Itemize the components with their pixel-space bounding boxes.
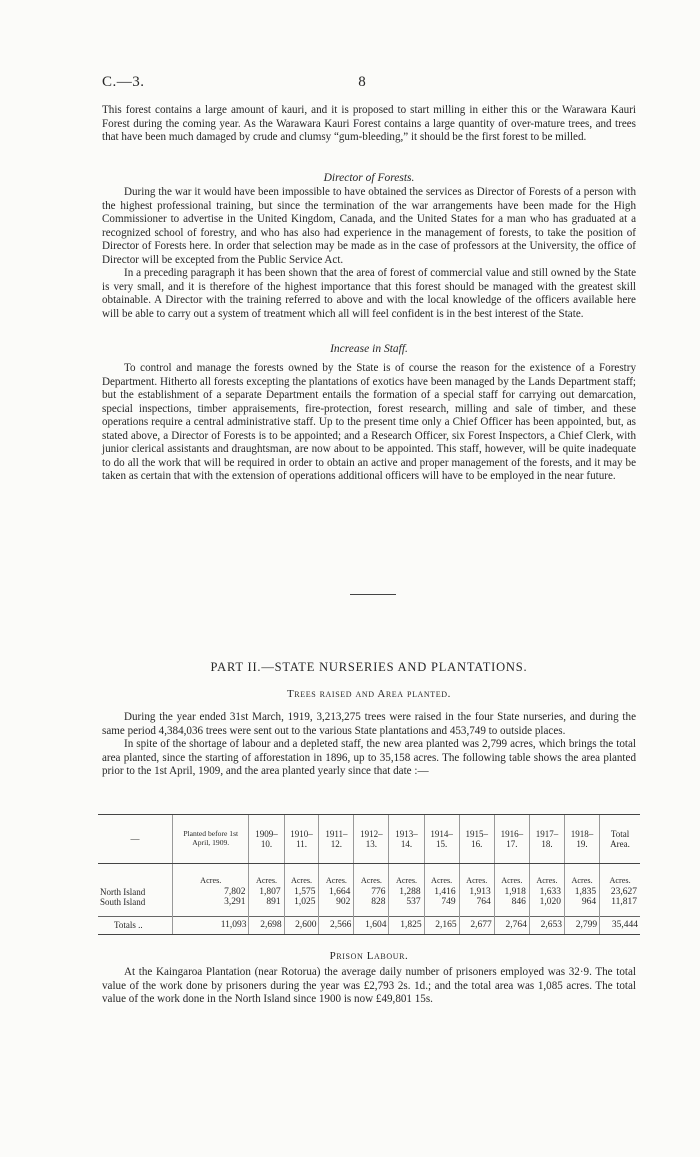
table-cell: 35,444 bbox=[600, 916, 640, 935]
unit-cell: Acres. bbox=[319, 864, 354, 887]
prison-paragraph: At the Kaingaroa Plantation (near Rotorua) the average daily number of prisoners employed was 32·9. The total value of the work done by prisoners during the year was £2,793 2s. 1d.; and the total area was 1,085 acres. The total value of the work done in the North Island since 1900 is now £49,801 15s. bbox=[102, 966, 636, 1005]
col-header: 1917–18. bbox=[529, 815, 564, 864]
row-label: South Island bbox=[100, 897, 146, 907]
table-cell: 11,093 bbox=[173, 916, 249, 935]
staff-section bbox=[102, 362, 636, 484]
unit-cell: Acres. bbox=[494, 864, 529, 887]
table-row bbox=[98, 897, 640, 916]
director-paragraph-2: In a preceding paragraph it has been shown that the area of forest of commercial value and still owned by the State is very small, and it is therefore of the highest importance that this forest should be managed with the greatest skill obtainable. A Director with the training referred to above and with the local knowledge of the officers available here will be able to carry out a system of treatment which all will feel confident is in the best interest of the State. bbox=[102, 267, 636, 320]
table-cell: 2,764 bbox=[494, 916, 529, 935]
area-planted-table bbox=[98, 814, 640, 935]
table-row bbox=[98, 887, 640, 898]
table-cell: 749 bbox=[424, 897, 459, 916]
table-units-row bbox=[98, 864, 640, 887]
table-cell: 1,825 bbox=[389, 916, 424, 935]
table-cell: 1,604 bbox=[354, 916, 389, 935]
table-cell: 2,799 bbox=[565, 916, 600, 935]
col-header: 1915–16. bbox=[459, 815, 494, 864]
col-header: Planted before 1st April, 1909. bbox=[173, 815, 249, 864]
table-cell: 1,575 bbox=[284, 887, 319, 898]
table-cell: 2,653 bbox=[529, 916, 564, 935]
document-code: C.—3. bbox=[102, 74, 145, 90]
unit-cell: Acres. bbox=[529, 864, 564, 887]
row-label: North Island bbox=[100, 886, 146, 897]
table-cell: 1,807 bbox=[249, 887, 284, 898]
page-number: 8 bbox=[358, 74, 366, 90]
col-header: 1914–15. bbox=[424, 815, 459, 864]
nurseries-section bbox=[102, 711, 636, 779]
table-cell: 537 bbox=[389, 897, 424, 916]
table-corner: — bbox=[98, 815, 173, 864]
table-cell: 2,165 bbox=[424, 916, 459, 935]
table-cell: 964 bbox=[565, 897, 600, 916]
table-cell: 764 bbox=[459, 897, 494, 916]
col-header: 1909–10. bbox=[249, 815, 284, 864]
table-cell: 902 bbox=[319, 897, 354, 916]
col-header: 1916–17. bbox=[494, 815, 529, 864]
table-cell: 1,664 bbox=[319, 887, 354, 898]
forest-paragraph-block bbox=[102, 104, 636, 145]
col-header: 1911–12. bbox=[319, 815, 354, 864]
nurseries-paragraph-1: During the year ended 31st March, 1919, 3,213,275 trees were raised in the four State nurseries, and during the same period 4,384,036 trees were sent out to the various State plantations and 453,749 to outside places. bbox=[102, 711, 636, 737]
prison-section bbox=[102, 966, 636, 1007]
table-cell: 2,600 bbox=[284, 916, 319, 935]
table-cell: 3,291 bbox=[173, 897, 249, 916]
table-cell: 1,913 bbox=[459, 887, 494, 898]
table-cell: 891 bbox=[249, 897, 284, 916]
table-cell: 23,627 bbox=[600, 887, 640, 898]
nurseries-paragraph-2: In spite of the shortage of labour and a depleted staff, the new area planted was 2,799 acres, which brings the total area planted, since the starting of afforestation in 1896, up to 35,158 acres. The following table shows the area planted prior to the 1st April, 1909, and the area planted yearly since that date :— bbox=[102, 738, 636, 777]
col-header: Total Area. bbox=[600, 815, 640, 864]
unit-cell: Acres. bbox=[389, 864, 424, 887]
table-cell: 1,416 bbox=[424, 887, 459, 898]
table-header-row bbox=[98, 815, 640, 864]
unit-cell: Acres. bbox=[284, 864, 319, 887]
table-cell bbox=[98, 864, 173, 887]
col-header: 1912–13. bbox=[354, 815, 389, 864]
col-header: 1910–11. bbox=[284, 815, 319, 864]
table-cell: 1,835 bbox=[565, 887, 600, 898]
trees-subheading: Trees raised and Area planted. bbox=[286, 688, 452, 700]
staff-heading: Increase in Staff. bbox=[330, 343, 408, 355]
director-section bbox=[102, 186, 636, 321]
table-cell: 7,802 bbox=[173, 887, 249, 898]
page-header bbox=[102, 74, 622, 94]
unit-cell: Acres. bbox=[565, 864, 600, 887]
staff-paragraph: To control and manage the forests owned by the State is of course the reason for the existence of a Forestry Department. Hitherto all forests excepting the plantations of exotics have been managed by the Lands Department staff; but the establishment of a separate Department entails the formation of a special staff for carrying out demarcation, special inspections, timber appraisements, fire-protection, forest research, milling and sale of timber, and these operations require a central administrative staff. Up to the present time only a Chief Officer has been appointed, but, as stated above, a Director of Forests is to be appointed; and a Research Officer, six Forest Inspectors, a Chief Clerk, with junior clerical assistants and draughtsman, are now about to be appointed. This staff, however, will be quite inadequate to do all the work that will be required in order to obtain an active and proper management of the forests, and it may be taken as certain that with the extension of operations additional officers will have to be employed in the near future. bbox=[102, 362, 636, 482]
table-cell: 1,288 bbox=[389, 887, 424, 898]
table-cell: 846 bbox=[494, 897, 529, 916]
table-cell: 2,677 bbox=[459, 916, 494, 935]
totals-label: Totals .. bbox=[98, 916, 173, 935]
unit-cell: Acres. bbox=[354, 864, 389, 887]
section-divider bbox=[350, 594, 396, 595]
totals-row bbox=[98, 916, 640, 935]
unit-cell: Acres. bbox=[459, 864, 494, 887]
director-paragraph-1: During the war it would have been impossible to have obtained the services as Director of Forests of a person with the highest professional training, but since the termination of the war arrangements have been made for the High Commissioner to advertise in the United Kingdom, Canada, and the United States for a man who has graduated at a recognized school of forestry, and who has also had experience in the management of forests, to take the position of Director of Forests here. In order that selection may be made as in the case of professors at the University, the office of Director will be excepted from the Public Service Act. bbox=[102, 186, 636, 266]
table-cell: 776 bbox=[354, 887, 389, 898]
prison-heading: Prison Labour. bbox=[329, 950, 409, 962]
col-header: 1913–14. bbox=[389, 815, 424, 864]
table-cell: 2,698 bbox=[249, 916, 284, 935]
unit-cell: Acres. bbox=[424, 864, 459, 887]
table-cell: 1,633 bbox=[529, 887, 564, 898]
unit-cell: Acres. bbox=[249, 864, 284, 887]
table-cell: 828 bbox=[354, 897, 389, 916]
table-cell: 11,817 bbox=[600, 897, 640, 916]
part-two-title: PART II.—STATE NURSERIES AND PLANTATIONS. bbox=[210, 660, 528, 674]
unit-cell: Acres. bbox=[173, 864, 249, 887]
table-cell: 2,566 bbox=[319, 916, 354, 935]
forest-paragraph: This forest contains a large amount of kauri, and it is proposed to start milling in either this or the Warawara Kauri Forest during the coming year. As the Warawara Kauri Forest contains a large quantity of over-mature trees, and trees that have been much damaged by crude and clumsy “gum-bleeding,” it should be the first forest to be milled. bbox=[102, 104, 636, 143]
col-header: 1918–19. bbox=[565, 815, 600, 864]
unit-cell: Acres. bbox=[600, 864, 640, 887]
table-cell: 1,918 bbox=[494, 887, 529, 898]
table-cell: 1,025 bbox=[284, 897, 319, 916]
director-heading: Director of Forests. bbox=[323, 172, 415, 184]
table-cell: 1,020 bbox=[529, 897, 564, 916]
